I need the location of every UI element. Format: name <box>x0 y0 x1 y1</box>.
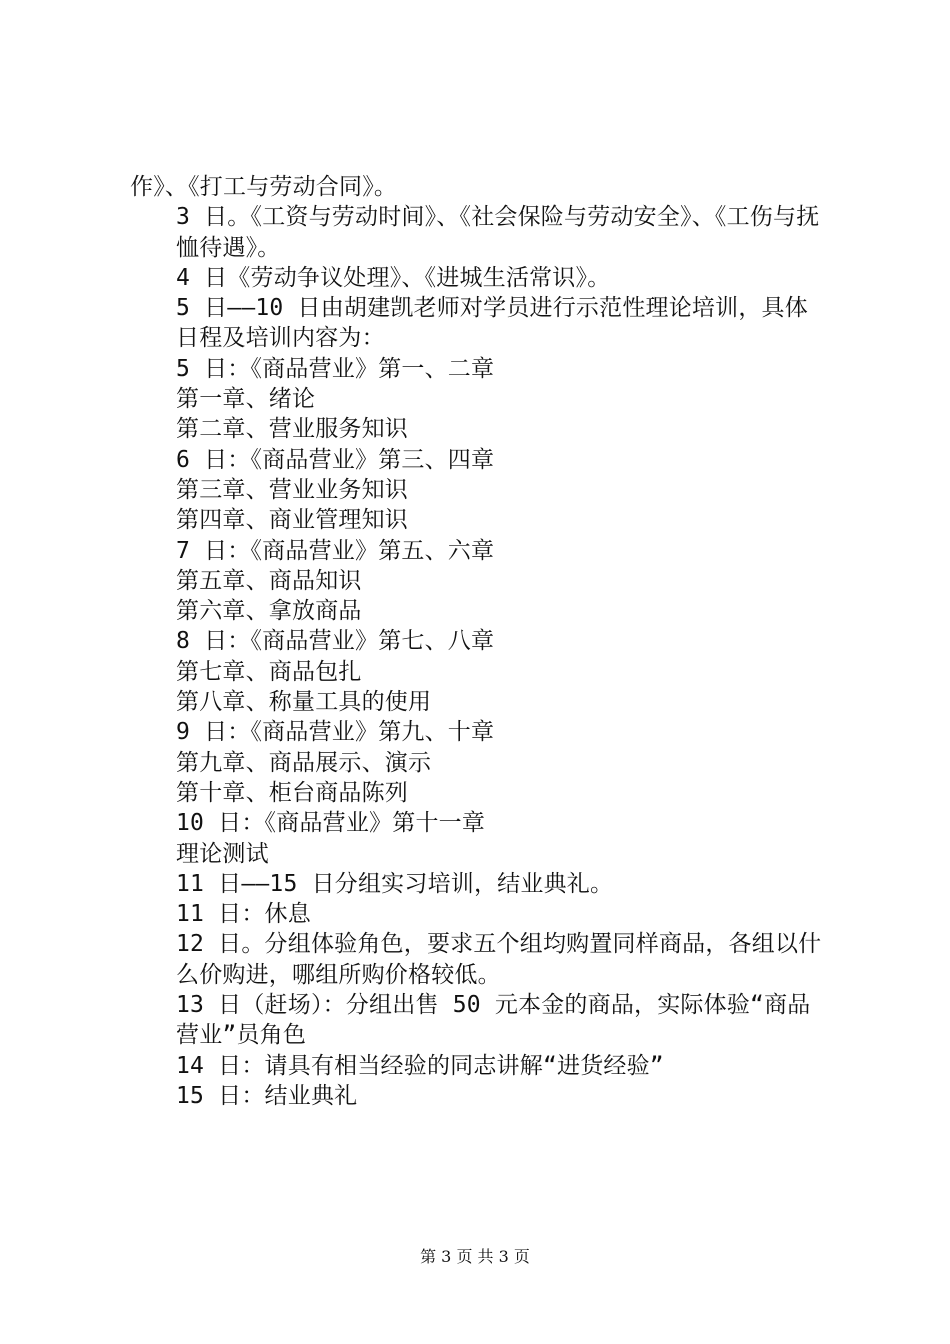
paragraph: 第一章、绪论 <box>176 386 316 413</box>
paragraph: 5 日：《商品营业》第一、二章 <box>176 355 495 382</box>
paragraph: 8 日：《商品营业》第七、八章 <box>176 628 495 655</box>
paragraph: 第五章、商品知识 <box>176 567 362 594</box>
paragraph: 15 日：结业典礼 <box>176 1082 358 1109</box>
paragraph: 第六章、拿放商品 <box>176 598 362 625</box>
paragraph: 6 日：《商品营业》第三、四章 <box>176 446 495 473</box>
paragraph: 第二章、营业服务知识 <box>176 416 408 443</box>
paragraph: 第九章、商品展示、演示 <box>176 749 432 776</box>
paragraph: 12 日。分组体验角色，要求五个组均购置同样商品，各组以什么价购进，哪组所购价格较低。 <box>176 931 822 988</box>
paragraph: 作》、《打工与劳动合同》。 <box>130 174 398 200</box>
paragraph: 第四章、商业管理知识 <box>176 507 408 534</box>
paragraph: 理论测试 <box>176 840 269 867</box>
paragraph: 13 日（赶场）：分组出售 50 元本金的商品，实际体验“商品营业”员角色 <box>176 992 811 1049</box>
paragraph: 7 日：《商品营业》第五、六章 <box>176 537 495 564</box>
paragraph: 5 日——10 日由胡建凯老师对学员进行示范性理论培训，具体日程及培训内容为： <box>176 295 808 352</box>
paragraph: 9 日：《商品营业》第九、十章 <box>176 719 495 746</box>
paragraph: 3 日。《工资与劳动时间》、《社会保险与劳动安全》、《工伤与抚恤待遇》。 <box>176 204 820 261</box>
document-body <box>130 172 830 1111</box>
paragraph: 第八章、称量工具的使用 <box>176 689 432 716</box>
paragraph: 第七章、商品包扎 <box>176 658 362 685</box>
paragraph: 14 日：请具有相当经验的同志讲解“进货经验” <box>176 1052 664 1079</box>
paragraph: 第十章、柜台商品陈列 <box>176 779 408 806</box>
page-footer: 第 3 页 共 3 页 <box>420 1247 530 1266</box>
paragraph: 11 日：休息 <box>176 901 311 928</box>
paragraph: 10 日：《商品营业》第十一章 <box>176 810 486 837</box>
paragraph: 第三章、营业业务知识 <box>176 476 408 503</box>
paragraph: 11 日——15 日分组实习培训，结业典礼。 <box>176 870 614 897</box>
paragraph: 4 日《劳动争议处理》、《进城生活常识》。 <box>176 264 611 291</box>
